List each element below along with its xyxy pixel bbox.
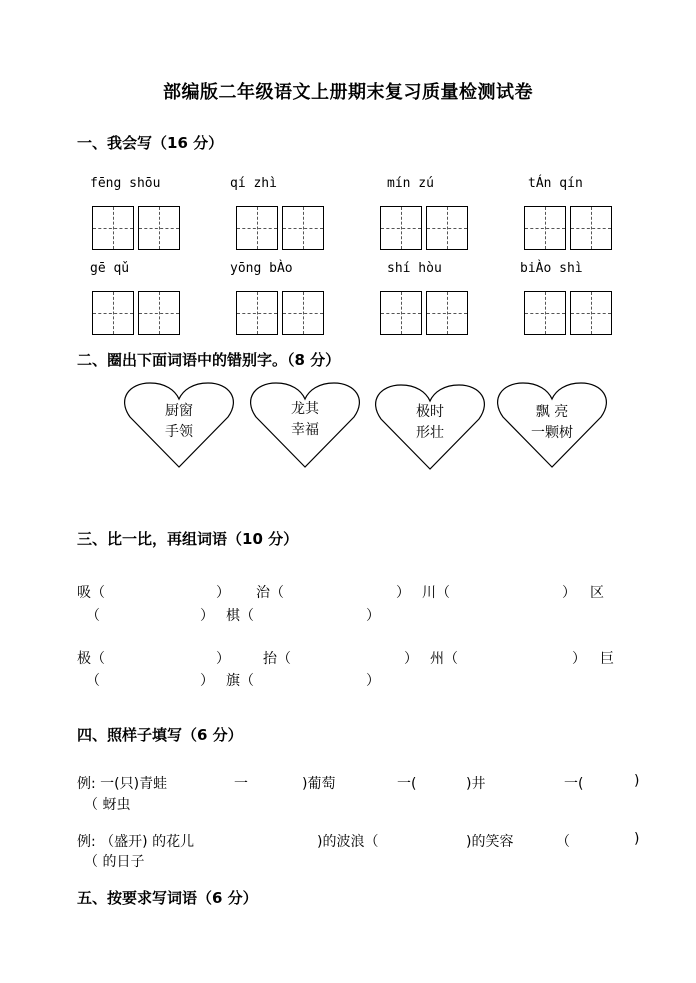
fill-item: )的笑容 (466, 834, 514, 850)
writing-box[interactable] (380, 291, 422, 335)
writing-box[interactable] (138, 291, 180, 335)
heart-card-2 (249, 381, 361, 469)
writing-box[interactable] (282, 291, 324, 335)
heart-word-1: 极时 (416, 404, 444, 420)
compare-char-6: 极（ (77, 651, 105, 667)
heart-word-2: 手领 (165, 424, 193, 440)
paren-close: ） (366, 608, 380, 624)
paren-close: ） (216, 585, 230, 601)
compare-char-7: 抬（ (263, 651, 291, 667)
paren-close: ） (200, 608, 214, 624)
paren-open: （ (86, 608, 100, 624)
heart-word-1: 厨窗 (165, 403, 193, 419)
paren-close: ） (200, 673, 214, 689)
heart-card-1 (123, 381, 235, 469)
pinyin-1-4: tÁn qín (528, 176, 583, 191)
section-1-heading: 一、我会写（16 分） (77, 134, 224, 152)
fill-item: )的波浪（ (317, 834, 379, 850)
compare-char-2: 治（ (256, 585, 284, 601)
section-3-heading: 三、比一比，再组词语（10 分） (77, 530, 299, 548)
writing-box[interactable] (426, 291, 468, 335)
compare-char-5: 棋（ (226, 608, 254, 624)
paren-close: ） (572, 651, 586, 667)
heart-word-2: 幸福 (291, 422, 319, 438)
paren-close: ） (366, 673, 380, 689)
paren-close: ） (216, 651, 230, 667)
example-1: 例: 一(只)青蛙 (77, 776, 168, 792)
writing-box[interactable] (282, 206, 324, 250)
page-title: 部编版二年级语文上册期末复习质量检测试卷 (163, 82, 533, 103)
fill-item: )葡萄 (302, 776, 336, 792)
writing-box[interactable] (236, 206, 278, 250)
fill-item: 一( (564, 776, 584, 792)
writing-box[interactable] (138, 206, 180, 250)
compare-char-8: 州（ (430, 651, 458, 667)
writing-box[interactable] (524, 291, 566, 335)
writing-box[interactable] (92, 291, 134, 335)
compare-char-4: 区 (590, 585, 604, 601)
section-4-heading: 四、照样子填写（6 分） (77, 726, 243, 744)
paren-open: （ (86, 673, 100, 689)
heart-card-4 (496, 381, 608, 469)
example-2: 例: （盛开) 的花儿 (77, 834, 195, 850)
fill-item: 一( (397, 776, 417, 792)
heart-card-3 (374, 383, 486, 471)
heart-word-1: 龙其 (291, 401, 319, 417)
section-2-heading: 二、圈出下面词语中的错别字。（8 分） (77, 351, 341, 369)
heart-word-2: 一颗树 (531, 425, 573, 441)
fill-item: ) (634, 773, 640, 789)
writing-box[interactable] (380, 206, 422, 250)
heart-word-2: 形壮 (416, 425, 444, 441)
pinyin-2-1: gē qǔ (90, 261, 130, 276)
pinyin-2-2: yōng bÀo (230, 261, 293, 276)
pinyin-2-3: shí hòu (387, 261, 442, 276)
pinyin-1-2: qí zhì (230, 176, 277, 191)
paren-close: ） (562, 585, 576, 601)
fill-item: （ (556, 834, 570, 850)
fill-item: 一 (234, 776, 248, 792)
paren-close: ） (396, 585, 410, 601)
writing-box[interactable] (570, 206, 612, 250)
fill-item: （ 的日子 (84, 854, 145, 870)
compare-char-9: 巨 (600, 651, 614, 667)
compare-char-10: 旗（ (226, 673, 254, 689)
fill-item: )井 (466, 776, 486, 792)
fill-item: ) (634, 831, 640, 847)
pinyin-1-3: mín zú (387, 176, 434, 191)
pinyin-1-1: fēng shōu (90, 176, 161, 191)
section-5-heading: 五、按要求写词语（6 分） (77, 889, 258, 907)
heart-word-1: 飘 亮 (535, 404, 569, 420)
compare-char-1: 吸（ (77, 585, 105, 601)
writing-box[interactable] (236, 291, 278, 335)
writing-box[interactable] (426, 206, 468, 250)
writing-box[interactable] (92, 206, 134, 250)
pinyin-2-4: biÀo shì (520, 261, 583, 276)
writing-box[interactable] (524, 206, 566, 250)
writing-box[interactable] (570, 291, 612, 335)
compare-char-3: 川（ (422, 585, 450, 601)
fill-item: （ 蚜虫 (84, 797, 131, 813)
paren-close: ） (404, 651, 418, 667)
